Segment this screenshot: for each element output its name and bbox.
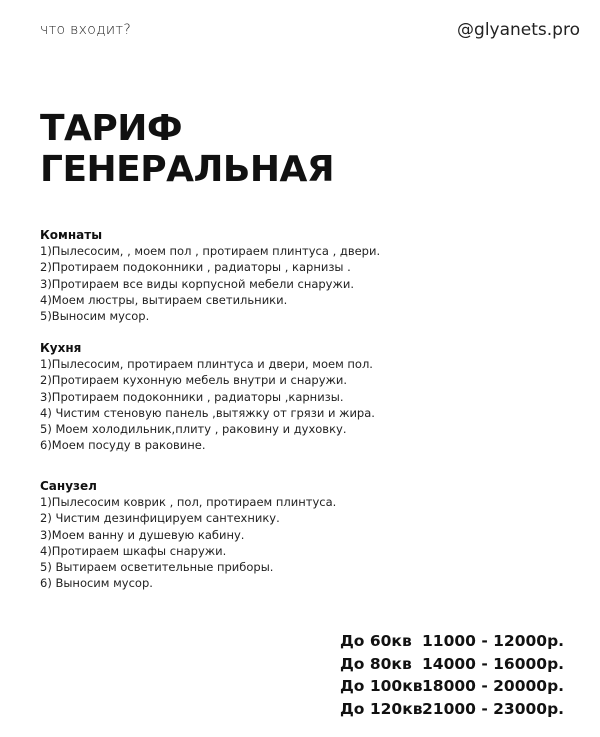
section-heading: Комнаты <box>40 228 103 242</box>
list-item: 1)Пылесосим коврик , пол, протираем плинтуса. <box>40 495 337 509</box>
price-list <box>340 630 564 720</box>
list-item: 1)Пылесосим, протираем плинтуса и двери, моем пол. <box>40 357 373 371</box>
section-caption: что входит? <box>40 22 132 38</box>
list-item: 3)Протираем все виды корпусной мебели снаружи. <box>40 276 354 291</box>
section-kitchen <box>40 341 375 454</box>
price-row <box>340 698 564 721</box>
price-area: До 120кв <box>340 699 423 718</box>
list-item: 6)Моем посуду в раковине. <box>40 438 206 453</box>
list-item: 4)Протираем шкафы снаружи. <box>40 543 227 558</box>
section-rooms <box>40 228 380 324</box>
list-item: 3)Моем ванну и душевую кабину. <box>40 527 245 542</box>
list-item: 5)Выносим мусор. <box>40 309 150 324</box>
list-item: 3)Протираем подоконники , радиаторы ,карнизы. <box>40 389 344 404</box>
price-row <box>340 630 564 653</box>
list-item: 4)Моем люстры, вытираем светильники. <box>40 292 288 307</box>
section-heading: Санузел <box>40 479 97 493</box>
section-bathroom <box>40 479 336 592</box>
price-range: 21000 - 23000р. <box>422 699 565 718</box>
list-item: 2)Протираем подоконники , радиаторы , карнизы . <box>40 260 351 275</box>
task-list <box>40 494 336 592</box>
price-area: До 80кв <box>340 654 412 673</box>
task-list <box>40 356 375 454</box>
price-row <box>340 653 564 676</box>
task-list <box>40 243 380 324</box>
page-title-line-2: ГЕНЕРАЛЬНАЯ <box>40 149 335 190</box>
list-item: 2) Чистим дезинфицируем сантехнику. <box>40 511 280 526</box>
list-item: 4) Чистим стеновую панель ,вытяжку от грязи и жира. <box>40 405 375 420</box>
page-title <box>40 108 334 190</box>
price-range: 18000 - 20000р. <box>422 677 565 695</box>
price-range: 11000 - 12000р. <box>422 632 565 650</box>
price-area: До 60кв <box>340 632 412 650</box>
page-title-line-1: ТАРИФ <box>40 108 183 149</box>
section-heading: Кухня <box>40 341 82 355</box>
list-item: 2)Протираем кухонную мебель внутри и снаружи. <box>40 373 348 388</box>
list-item: 5) Моем холодильник,плиту , раковину и духовку. <box>40 422 347 437</box>
list-item: 6) Выносим мусор. <box>40 576 153 591</box>
price-row <box>340 675 564 698</box>
list-item: 5) Вытираем осветительные приборы. <box>40 560 274 575</box>
price-area: До 100кв <box>340 677 423 695</box>
price-range: 14000 - 16000р. <box>422 654 565 673</box>
list-item: 1)Пылесосим, , моем пол , протираем плинтуса , двери. <box>40 244 381 258</box>
instagram-handle: @glyanets.pro <box>457 20 580 40</box>
